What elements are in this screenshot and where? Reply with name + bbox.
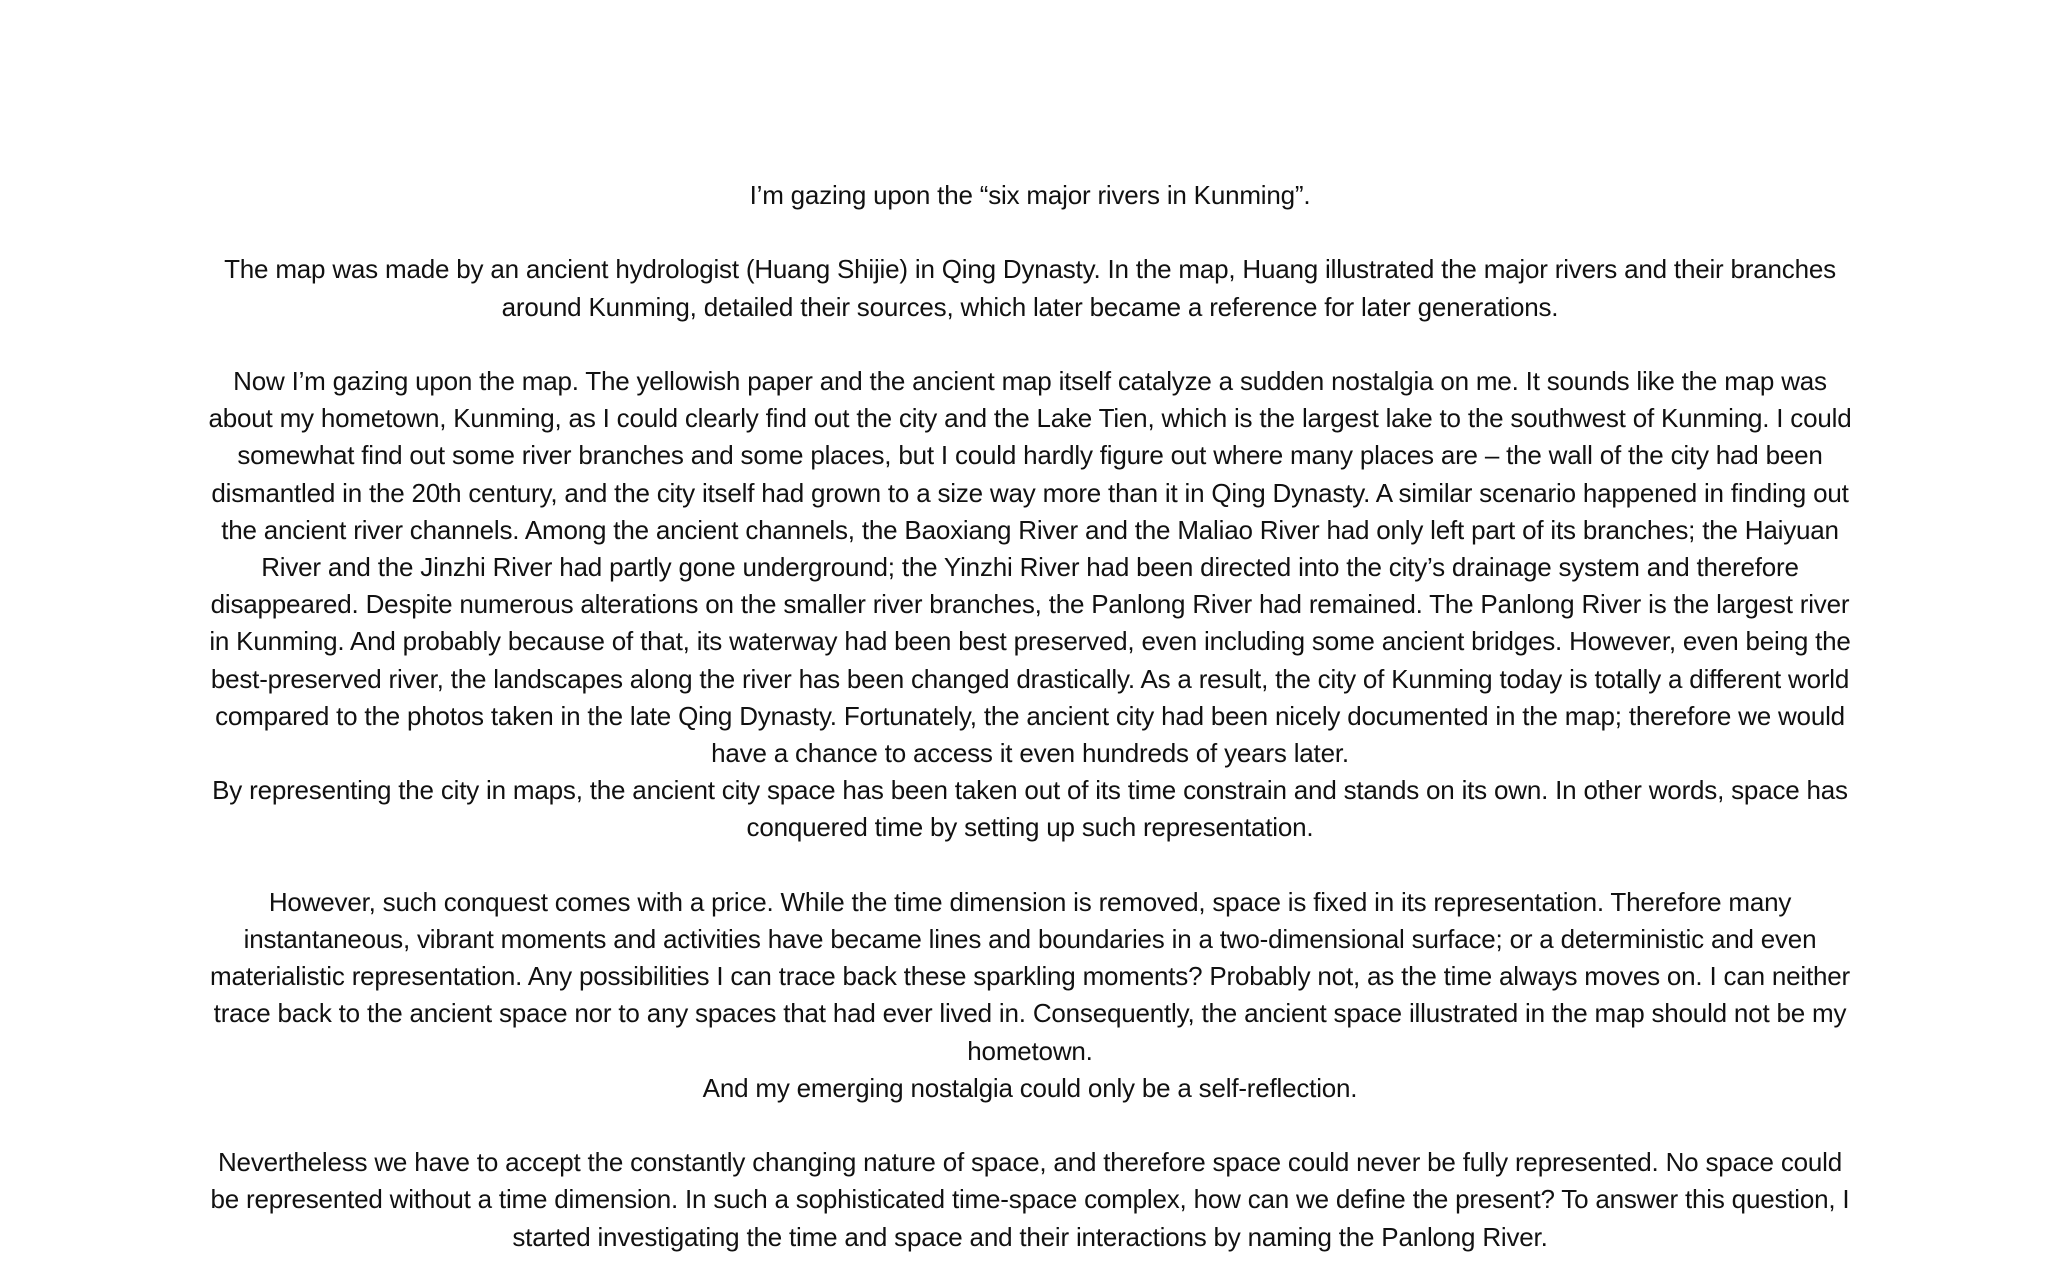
- map-description-text: The map was made by an ancient hydrologist (Huang Shijie) in Qing Dynasty. In the map, Huang illustrated the major rivers and their branches around Kunming, detailed their sources, which later became a reference for later generations.: [224, 254, 1836, 322]
- paragraph-intro: [205, 177, 1855, 214]
- paragraph-price: [205, 884, 1855, 1107]
- intro-text: I’m gazing upon the “six major rivers in Kunming”.: [749, 180, 1311, 210]
- paragraph-map-description: [205, 251, 1855, 325]
- price-text: However, such conquest comes with a price. While the time dimension is removed, space is fixed in its representation. Therefore many instantaneous, vibrant moments and activities have became lines and boundaries in a two-dimensional surface; or a deterministic and even materialistic representation. Any possibilities I can trace back these sparkling moments? Probably not, as the time always moves on. I can neither trace back to the ancient space nor to any spaces that had ever lived in. Consequently, the ancient space illustrated in the map should not be my hometown.: [210, 886, 1850, 1066]
- conclusion-text: Nevertheless we have to accept the constantly changing nature of space, and therefore space could never be fully represented. No space could be represented without a time dimension. In such a sophisticated time-space complex, how can we define the present? To answer this question, I started investigating the time and space and their interactions by naming the Panlong River.: [210, 1147, 1850, 1252]
- representation-text: By representing the city in maps, the ancient city space has been taken out of its time constrain and stands on its own. In other words, space has conquered time by setting up such representation.: [212, 775, 1848, 843]
- paragraph-nostalgia: [205, 363, 1855, 847]
- paragraph-conclusion: [205, 1144, 1855, 1256]
- essay-body: [205, 177, 1855, 1256]
- nostalgia-text: Now I’m gazing upon the map. The yellowish paper and the ancient map itself catalyze a sudden nostalgia on me. It sounds like the map was about my hometown, Kunming, as I could clearly find out the city and the Lake Tien, which is the largest lake to the southwest of Kunming. I could somewhat find out some river branches and some places, but I could hardly figure out where many places are – the wall of the city had been dismantled in the 20th century, and the city itself had grown to a size way more than it in Qing Dynasty. A similar scenario happened in finding out the ancient river channels. Among the ancient channels, the Baoxiang River and the Maliao River had only left part of its branches; the Haiyuan River and the Jinzhi River had partly gone underground; the Yinzhi River had been directed into the city’s drainage system and therefore disappeared. Despite numerous alterations on the smaller river branches, the Panlong River had remained. The Panlong River is the largest river in Kunming. And probably because of that, its waterway had been best preserved, even including some ancient bridges. However, even being the best-preserved river, the landscapes along the river has been changed drastically. As a result, the city of Kunming today is totally a different world compared to the photos taken in the late Qing Dynasty. Fortunately, the ancient city had been nicely documented in the map; therefore we would have a chance to access it even hundreds of years later.: [208, 365, 1852, 769]
- self-reflection-text: And my emerging nostalgia could only be a self-reflection.: [702, 1072, 1358, 1103]
